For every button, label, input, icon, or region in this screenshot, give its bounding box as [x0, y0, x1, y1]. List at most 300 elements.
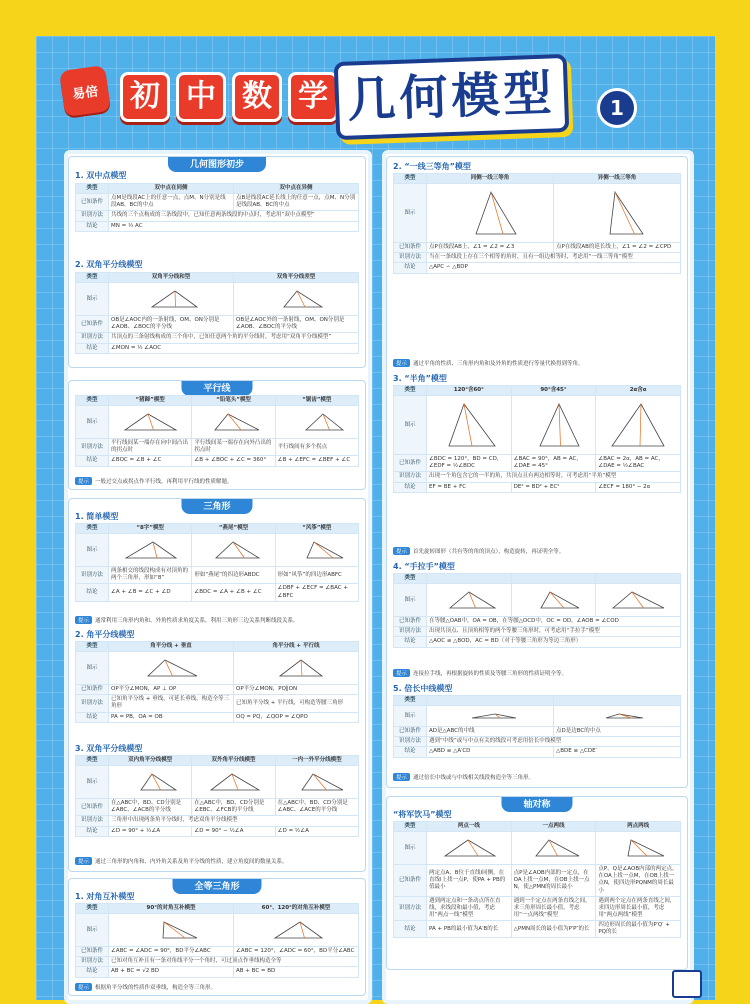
row-label: 已知条件	[394, 727, 427, 737]
row-label: 识别方法	[76, 333, 109, 343]
table-cell: 点B是线段AC延长线上的任意一点，点M、N分别是线段AB、BC的中点	[234, 194, 359, 211]
table-cell: 角平分线 + 平行线	[234, 642, 359, 652]
table-row	[76, 967, 359, 977]
table-cell	[511, 574, 596, 584]
table-row	[76, 273, 359, 283]
tip-text: 一般过交点或拐点作平行线，再利用平行线的性质解题。	[95, 479, 233, 485]
row-label: 类型	[76, 642, 109, 652]
geometry-figure	[521, 398, 585, 452]
row-label: 图示	[76, 914, 109, 947]
title-char: 数	[232, 72, 282, 122]
table-row	[394, 627, 681, 637]
right-models-card	[386, 156, 688, 788]
section-title: 2. 双角平分线模型	[75, 260, 143, 269]
row-label: 已知条件	[76, 316, 109, 333]
table-cell	[275, 406, 358, 439]
geometry-figure	[521, 586, 585, 614]
section-title: 2. “一线三等角”模型	[393, 162, 471, 171]
tip-text: 通常利用三角形内角和、外角性质求角度关系，利用三角形三边关系判断线段关系。	[95, 618, 299, 624]
table-row	[76, 343, 359, 353]
table-cell: 双角平分线差型	[234, 273, 359, 283]
geometry-figure	[437, 834, 501, 862]
table-cell: ∠BAC = 2α，AB = AC，∠DAE = ½∠BAC	[596, 455, 681, 472]
table-cell: ∠BAC = 90°，AB = AC，∠DAE = 45°	[511, 455, 596, 472]
table-cell	[427, 584, 512, 617]
parallel-card	[68, 380, 366, 490]
tip-text: 通过三角形的内角和、内外角关系及角平分线的性质，建立角度间的数量关系。	[95, 859, 288, 865]
table-cell: △BDE ≌ △CDE′	[554, 747, 681, 757]
table-cell	[109, 406, 192, 439]
row-label: 识别方法	[76, 957, 109, 967]
geometry-figure	[606, 398, 670, 452]
table-cell: △PMN周长的最小值为P′P″的长	[511, 921, 596, 938]
table-cell	[275, 534, 358, 567]
row-label: 图示	[394, 396, 427, 455]
table-cell: 当在一条线段上存在三个相等的角时，且有一组边相等时，考虑用“一线三等角”模型	[427, 253, 681, 263]
table-row	[394, 584, 681, 617]
table-row	[394, 727, 681, 737]
table-row	[76, 914, 359, 947]
table-cell: 在△ABC中，BD、CD分别是∠ABC、∠ACB的平分线	[109, 799, 192, 816]
table-cell	[234, 283, 359, 316]
tip: 提示 通常利用三角形内角和、外角性质求角度关系，利用三角形三边关系判断线段关系。	[75, 616, 299, 624]
table-row	[394, 396, 681, 455]
brand-logo: 易倍	[59, 65, 111, 117]
table-cell: 2α含α	[596, 386, 681, 396]
table-row	[76, 947, 359, 957]
table-row	[76, 816, 359, 826]
row-label: 结论	[76, 967, 109, 977]
table-row	[76, 826, 359, 836]
table-cell: 双角平分线和型	[109, 273, 234, 283]
geometry-figure	[585, 708, 649, 724]
table-cell: PA + PB的最小值为A′B的长	[427, 921, 512, 938]
table-cell	[554, 696, 681, 706]
geometry-figure	[139, 285, 203, 313]
table-cell	[109, 652, 234, 685]
table-cell: 三角形中出现两条角平分线时，考虑双角平分线模型	[109, 816, 359, 826]
row-label: 识别方法	[76, 816, 109, 826]
row-label: 图示	[76, 406, 109, 439]
geometry-figure	[118, 536, 182, 564]
row-label: 结论	[394, 263, 427, 273]
row-label: 结论	[76, 712, 109, 722]
double-bisector-triangle-table	[75, 755, 359, 837]
geometry-figure	[264, 916, 328, 944]
row-label: 图示	[76, 283, 109, 316]
row-label: 已知条件	[394, 617, 427, 627]
table-row	[76, 652, 359, 685]
axial-card	[386, 796, 688, 970]
card-header: 平行线	[181, 380, 252, 396]
table-row	[394, 184, 681, 243]
row-label: 识别方法	[394, 896, 427, 920]
row-label: 类型	[394, 386, 427, 396]
table-cell: 点P在线段AB上，∠1 = ∠2 = ∠3	[427, 243, 554, 253]
table-row	[394, 174, 681, 184]
table-row	[76, 406, 359, 439]
row-label: 类型	[394, 574, 427, 584]
table-row	[76, 584, 359, 601]
table-cell	[596, 396, 681, 455]
table-row	[76, 766, 359, 799]
table-cell: 两点两线	[596, 822, 681, 832]
table-cell: ∠MON = ½ ∠AOC	[109, 343, 359, 353]
row-label: 图示	[76, 766, 109, 799]
table-cell	[427, 574, 512, 584]
one-line-three-angles-table	[393, 173, 681, 274]
table-cell: 平行线间某一端存在向外凸出的拐点时	[192, 439, 275, 456]
table-cell: 形如“燕尾”的四边形ABDC	[192, 567, 275, 584]
tip-text: 首先旋转图形（共有等的角的顶点），构造旋转，再证明全等。	[413, 549, 565, 555]
table-cell	[554, 706, 681, 727]
row-label: 结论	[76, 456, 109, 466]
row-label: 结论	[76, 221, 109, 231]
table-cell: ∠D = ½∠A	[275, 826, 358, 836]
table-cell	[109, 766, 192, 799]
row-label: 图示	[394, 184, 427, 243]
geometry-figure	[437, 586, 501, 614]
table-cell: 已知角平分线 + 垂线，可延长垂线，构造全等三角形	[109, 695, 234, 712]
row-label: 结论	[394, 747, 427, 757]
row-label: 识别方法	[76, 567, 109, 584]
table-cell: OQ = PQ，∠QOP = ∠QPO	[234, 712, 359, 722]
geo-intro-card	[68, 156, 366, 368]
table-cell: ∠ABC = ∠ADC = 90°，BD平分∠ABC	[109, 947, 234, 957]
table-row	[394, 706, 681, 727]
table-cell: 在△ABC中，BD、CD分别是∠EBC、∠FCB的平分线	[192, 799, 275, 816]
title-char: 中	[176, 72, 226, 122]
table-cell: △APC ∽ △BDP	[427, 263, 681, 273]
title-char: 学	[288, 72, 338, 122]
volume-badge: 1	[597, 88, 637, 128]
table-row	[394, 243, 681, 253]
table-row	[394, 482, 681, 492]
row-label: 图示	[394, 832, 427, 865]
table-row	[76, 904, 359, 914]
table-cell	[511, 396, 596, 455]
table-cell: MN = ½ AC	[109, 221, 359, 231]
tip: 提示 一般过交点或拐点作平行线，再利用平行线的性质解题。	[75, 477, 233, 485]
row-label: 识别方法	[394, 627, 427, 637]
table-cell: ∠BDC = ∠A + ∠B + ∠C	[192, 584, 275, 601]
geometry-figure	[606, 586, 670, 614]
row-label: 结论	[394, 637, 427, 647]
table-row	[76, 456, 359, 466]
table-cell: OB是∠AOC外的一条射线，OM、ON分别是∠AOB、∠BOC的平分线	[234, 316, 359, 333]
table-cell	[109, 914, 234, 947]
tip: 提示 通过三角形的内角和、内外角关系及角平分线的性质，建立角度间的数量关系。	[75, 857, 288, 865]
table-cell: PA = PB，OA = OB	[109, 712, 234, 722]
geometry-figure	[264, 285, 328, 313]
table-cell: 遇到两定点和一条动点所在直线，求线段和最小值，考虑用“两点一线”模型	[427, 896, 512, 920]
table-cell: “猪蹄”模型	[109, 396, 192, 406]
table-row	[76, 567, 359, 584]
table-row	[394, 696, 681, 706]
table-cell	[427, 706, 554, 727]
table-cell: 形如“风筝”的四边形ABFC	[275, 567, 358, 584]
table-cell: 共线的三个点构成的三条线段中，已知任意两条线段的中点时，考虑用“双中点模型”	[109, 211, 359, 221]
tip: 提示 首先旋转图形（共有等的角的顶点），构造旋转，再证明全等。	[393, 547, 564, 555]
general-horse-table	[393, 821, 681, 938]
table-row	[76, 695, 359, 712]
card-header: 几何图形初步	[168, 156, 266, 172]
congruent-card	[68, 878, 366, 996]
row-label: 识别方法	[76, 211, 109, 221]
table-cell	[109, 534, 192, 567]
row-label: 类型	[76, 904, 109, 914]
geometry-figure	[285, 536, 349, 564]
table-cell	[192, 534, 275, 567]
row-label: 结论	[76, 826, 109, 836]
row-label: 已知条件	[394, 455, 427, 472]
table-cell: △ABD ≌ △A′CD	[427, 747, 554, 757]
row-label: 图示	[394, 706, 427, 727]
table-cell: ∠D = 90° + ½∠A	[109, 826, 192, 836]
row-label: 类型	[76, 396, 109, 406]
tip: 提示 连接拉手线，再根据旋转的性质及等腰三角形的性质证明全等。	[393, 669, 567, 677]
row-label: 结论	[76, 343, 109, 353]
table-cell: 120°含60°	[427, 386, 512, 396]
table-row	[76, 524, 359, 534]
row-label: 已知条件	[76, 947, 109, 957]
table-row	[394, 921, 681, 938]
table-cell: OP平分∠MON，PQ∥ON	[234, 685, 359, 695]
table-row	[394, 617, 681, 627]
table-row	[76, 211, 359, 221]
section-title: 3. “半角”模型	[393, 374, 447, 383]
table-cell: 出现一个角包含它的一半的角，共顶点且有两边相等时，可考虑用“半角”模型	[427, 472, 681, 482]
table-row	[76, 685, 359, 695]
table-cell: OB是∠AOC内的一条射线，OM、ON分别是∠AOB、∠BOC的平分线	[109, 316, 234, 333]
row-label: 类型	[394, 696, 427, 706]
geometry-figure	[606, 834, 670, 862]
title-char: 初	[120, 72, 170, 122]
row-label: 识别方法	[76, 439, 109, 456]
geometry-figure	[585, 186, 649, 240]
table-cell: ∠DBF + ∠ECF = ∠BAC + ∠BFC	[275, 584, 358, 601]
table-cell	[596, 574, 681, 584]
table-cell: 两定点A、B位于直线l同侧，在直线l上找一点P，使PA + PB的值最小	[427, 865, 512, 897]
table-cell: 在△ABC中，BD、CD分别是∠ABC、∠ACE的平分线	[275, 799, 358, 816]
tip-text: 通过倍长中线或与中线相关线段构造全等三角形。	[413, 775, 535, 781]
table-cell	[596, 832, 681, 865]
table-cell: ∠D = 90° − ½∠A	[192, 826, 275, 836]
geometry-figure	[118, 768, 182, 796]
table-cell: 双内角平分线模型	[109, 756, 192, 766]
row-label: 已知条件	[76, 685, 109, 695]
section-title: 1. 对角互补模型	[75, 892, 135, 901]
scan-label: 扫码复习	[640, 985, 661, 991]
complementary-angle-table	[75, 903, 359, 978]
table-cell: 平行线间某一端存在向中间凸出的拐点时	[109, 439, 192, 456]
table-cell	[427, 832, 512, 865]
table-cell: “铅笔头”模型	[192, 396, 275, 406]
geometry-figure	[437, 398, 501, 452]
table-row	[76, 642, 359, 652]
row-label: 已知条件	[394, 865, 427, 897]
row-label: 图示	[76, 534, 109, 567]
angle-bisector-table	[75, 641, 359, 723]
hand-in-hand-table	[393, 573, 681, 648]
table-row	[76, 712, 359, 722]
row-label: 类型	[76, 756, 109, 766]
table-row	[394, 472, 681, 482]
parallel-table	[75, 395, 359, 467]
table-row	[394, 253, 681, 263]
table-cell: ∠B + ∠BOC + ∠C = 360°	[192, 456, 275, 466]
table-row	[76, 283, 359, 316]
half-angle-table	[393, 385, 681, 493]
table-row	[76, 756, 359, 766]
geometry-figure	[264, 654, 328, 682]
geometry-figure	[139, 654, 203, 682]
qr-code[interactable]	[672, 970, 702, 998]
table-row	[394, 263, 681, 273]
row-label: 类型	[394, 822, 427, 832]
table-cell: ∠B + ∠EFC = ∠BEF + ∠C	[275, 456, 358, 466]
table-cell	[427, 396, 512, 455]
table-cell: 遇到一个定点在两条直线之间，求三角形周长最小值，考虑用“一点两线”模型	[511, 896, 596, 920]
table-cell: ∠BDC = 120°，BD = CD，∠EDF = ½∠BDC	[427, 455, 512, 472]
double-midpoint-table	[75, 183, 359, 232]
table-cell: OP平分∠MON，AP ⊥ OP	[109, 685, 234, 695]
table-cell: 同侧一线三等角	[427, 174, 554, 184]
table-cell: ∠BOC = ∠B + ∠C	[109, 456, 192, 466]
table-cell: 平行线间有多个拐点	[275, 439, 358, 456]
tip-text: 连接拉手线，再根据旋转的性质及等腰三角形的性质证明全等。	[413, 671, 568, 677]
tip: 提示 通过平角的性质、三角形内角和及外角的性质进行等量代换得到等角。	[393, 359, 584, 367]
section-title: 1. 简单模型	[75, 512, 119, 521]
table-cell: 一点两线	[511, 822, 596, 832]
table-cell: 两条相交的线段构成有对顶角的两个三角形，形如“8”	[109, 567, 192, 584]
table-cell: DE² = BD² + EC²	[511, 482, 596, 492]
geometry-figure	[139, 916, 203, 944]
row-label: 结论	[394, 482, 427, 492]
geometry-figure	[201, 768, 265, 796]
table-row	[76, 534, 359, 567]
geometry-figure	[118, 408, 182, 436]
table-cell	[596, 584, 681, 617]
row-label: 类型	[76, 184, 109, 194]
table-cell: 双外角平分线模型	[192, 756, 275, 766]
row-label: 类型	[76, 524, 109, 534]
table-row	[394, 637, 681, 647]
double-bisector-table	[75, 272, 359, 354]
row-label: 类型	[76, 273, 109, 283]
table-cell	[275, 766, 358, 799]
section-title: 4. “手拉手”模型	[393, 562, 455, 571]
geometry-figure	[201, 536, 265, 564]
table-cell: 在等腰△OAB中，OA = OB，在等腰△OCD中，OC = OD，∠AOB = ∠COD	[427, 617, 681, 627]
table-row	[394, 737, 681, 747]
tip: 提示 通过倍长中线或与中线相关线段构造全等三角形。	[393, 773, 534, 781]
table-row	[76, 799, 359, 816]
table-row	[76, 221, 359, 231]
card-header: 轴对称	[501, 796, 572, 812]
table-row	[76, 316, 359, 333]
title-chars	[120, 72, 338, 122]
table-cell: 一内一外平分线模型	[275, 756, 358, 766]
row-label: 识别方法	[76, 695, 109, 712]
table-cell: AD是△ABC的中线	[427, 727, 554, 737]
table-cell: “8字”模型	[109, 524, 192, 534]
row-label: 识别方法	[394, 737, 427, 747]
table-cell	[192, 406, 275, 439]
section-title: “将军饮马”模型	[393, 810, 452, 819]
table-cell: 已知对角互补且有一条对角线平分一个角时，可过顶点作垂线构造全等	[109, 957, 359, 967]
table-cell	[192, 766, 275, 799]
geometry-figure	[458, 708, 522, 724]
table-cell: 共顶点的三条射线构成的三个角中，已知任意两个角的平分线时，考虑用“双角平分线模型”	[109, 333, 359, 343]
table-cell	[427, 696, 554, 706]
main-title: 几何模型	[334, 54, 570, 140]
table-row	[394, 832, 681, 865]
footer-text: 出品：初中数学几何模型	[490, 985, 546, 991]
table-cell: 点P在线段AB的延长线上，∠1 = ∠2 = ∠CPD	[554, 243, 681, 253]
table-cell	[427, 184, 554, 243]
simple-model-table	[75, 523, 359, 602]
tip: 提示 根据角平分线的性质作双垂线，构造全等三角形。	[75, 983, 216, 991]
table-row	[76, 184, 359, 194]
table-row	[76, 396, 359, 406]
geometry-figure	[521, 834, 585, 862]
table-cell: 两点一线	[427, 822, 512, 832]
table-cell: 遇到“中线”或与中点有关的线段可考虑用倍长中线模型	[427, 737, 681, 747]
table-cell: 60°、120°的对角互补模型	[234, 904, 359, 914]
table-cell	[109, 283, 234, 316]
table-cell: EF = BE + FC	[427, 482, 512, 492]
table-cell: 点M是线段AC上的任意一点，点M、N分别是线段AB、BC的中点	[109, 194, 234, 211]
table-cell: “风筝”模型	[275, 524, 358, 534]
table-cell: △AOC ≌ △BOD，AC = BD（对于等腰三角形为等边三角形）	[427, 637, 681, 647]
table-row	[394, 455, 681, 472]
card-header: 三角形	[181, 498, 252, 514]
row-label: 结论	[76, 584, 109, 601]
geometry-figure	[458, 186, 522, 240]
table-cell: ∠ABC = 120°，∠ADC = 60°，BD平分∠ABC	[234, 947, 359, 957]
row-label: 已知条件	[76, 194, 109, 211]
table-cell	[554, 184, 681, 243]
table-cell: “燕尾”模型	[192, 524, 275, 534]
row-label: 已知条件	[394, 243, 427, 253]
row-label: 图示	[76, 652, 109, 685]
table-cell: 90°含45°	[511, 386, 596, 396]
row-label: 类型	[394, 174, 427, 184]
row-label: 识别方法	[394, 472, 427, 482]
table-cell: 点D是边BC的中点	[554, 727, 681, 737]
table-cell: 点P是∠AOB内部的一定点，在OA上找一点M，在OB上找一点N，使△PMN的周长最小	[511, 865, 596, 897]
row-label: 识别方法	[394, 253, 427, 263]
table-row	[394, 865, 681, 897]
table-row	[394, 896, 681, 920]
table-cell	[234, 652, 359, 685]
table-row	[76, 333, 359, 343]
row-label: 图示	[394, 584, 427, 617]
table-cell	[511, 584, 596, 617]
double-median-table	[393, 695, 681, 758]
table-cell: 角平分线 + 垂直	[109, 642, 234, 652]
geometry-figure	[285, 768, 349, 796]
section-title: 5. 倍长中线模型	[393, 684, 453, 693]
table-cell	[234, 914, 359, 947]
table-row	[394, 822, 681, 832]
table-cell: 遇到两个定点在两条直线之间，求四边形周长最小值，考虑用“两点两线”模型	[596, 896, 681, 920]
row-label: 已知条件	[76, 799, 109, 816]
tip-text: 通过平角的性质、三角形内角和及外角的性质进行等量代换得到等角。	[413, 361, 584, 367]
table-cell: 点P、Q是∠AOB内部的两定点，在OA上找一点M，在OB上找一点N，使四边形PQNM的周长最小	[596, 865, 681, 897]
table-cell: 出现共顶点、且顶角相等的两个等腰三角形时，可考虑用“手拉手”模型	[427, 627, 681, 637]
